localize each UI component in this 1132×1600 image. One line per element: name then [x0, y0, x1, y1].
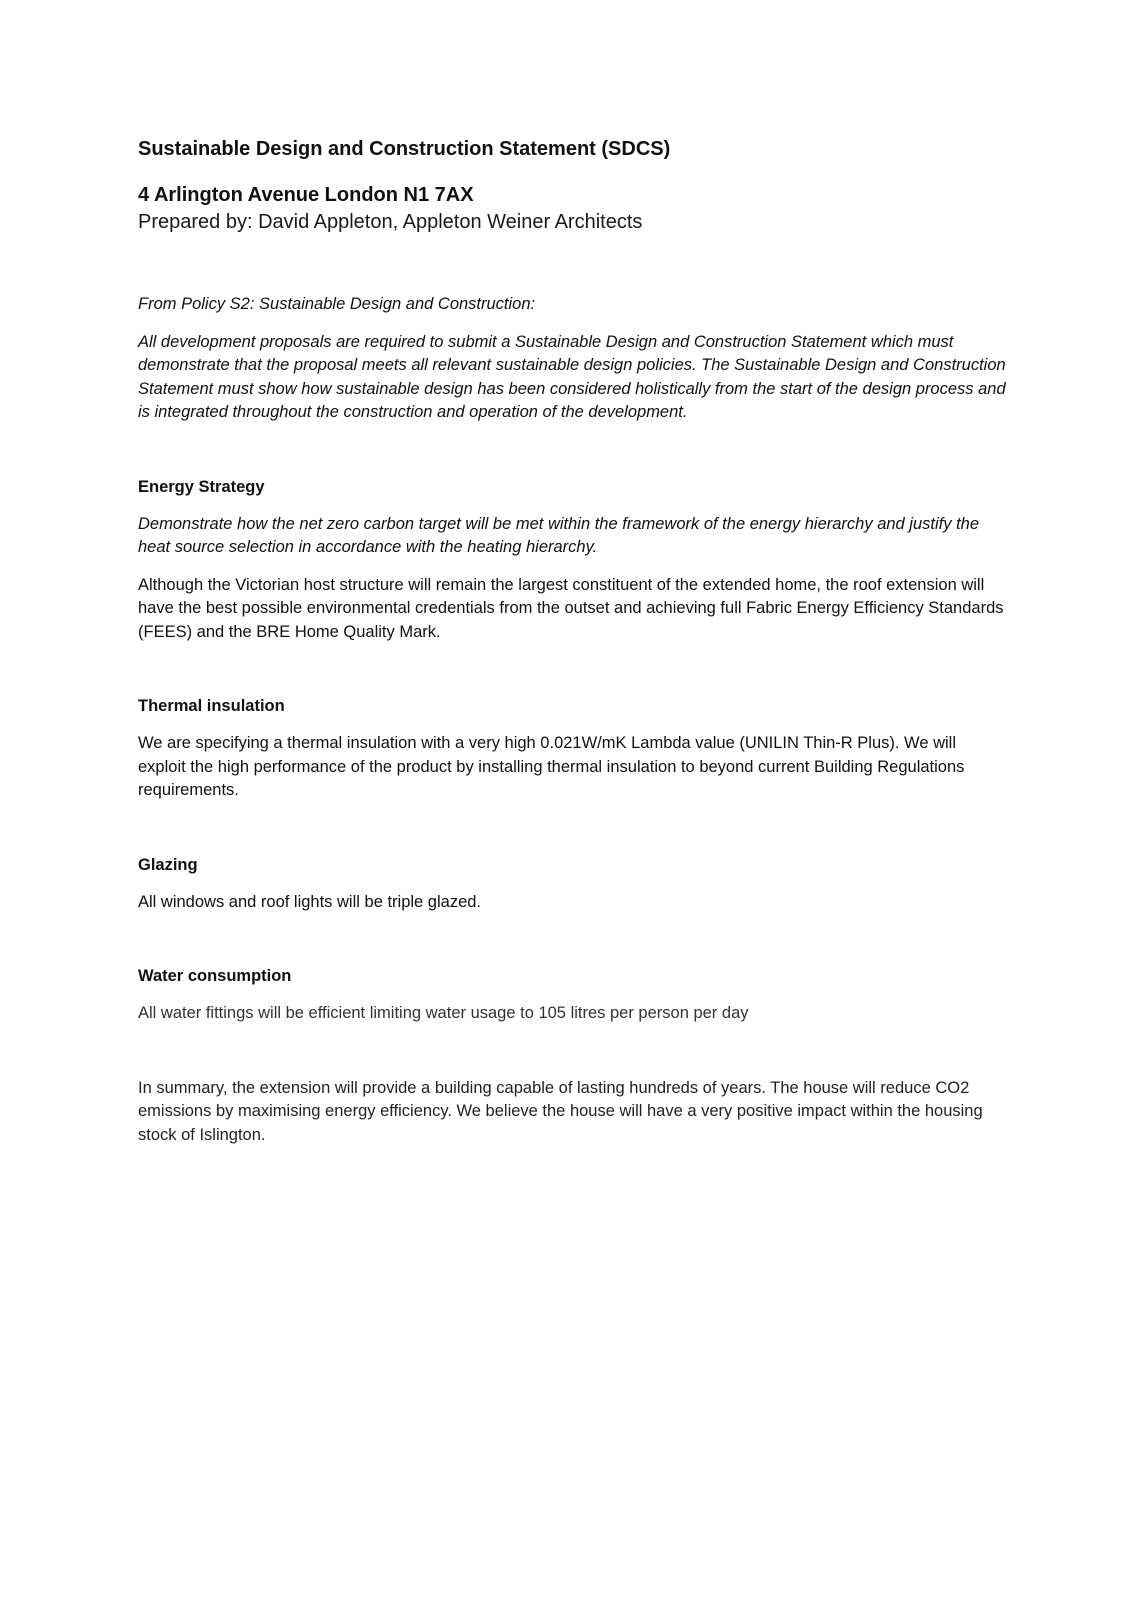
- glazing-body: All windows and roof lights will be triple glazed.: [138, 892, 482, 911]
- water-consumption-body: All water fittings will be efficient limiting water usage to 105 litres per person per day: [138, 1004, 749, 1022]
- document-title: Sustainable Design and Construction Statement (SDCS): [138, 138, 671, 160]
- thermal-insulation-body: We are specifying a thermal insulation with a very high 0.021W/mK Lambda value (UNILIN Thin-R Plus). We will exploit the high performance of the product by installing thermal insulation to beyond current Building Regulations requirements.: [138, 734, 965, 799]
- site-address: 4 Arlington Avenue London N1 7AX: [138, 184, 474, 206]
- glazing-heading: Glazing: [138, 855, 198, 874]
- thermal-insulation-heading: Thermal insulation: [138, 697, 285, 715]
- prepared-by: Prepared by: David Appleton, Appleton Weiner Architects: [138, 211, 643, 233]
- document-page: [138, 136, 1008, 1147]
- energy-strategy-body: Although the Victorian host structure will remain the largest constituent of the extended home, the roof extension will have the best possible environmental credentials from the outset and achieving full Fabric Energy Efficiency Standards (FEES) and the BRE Home Quality Mark.: [138, 575, 1004, 641]
- energy-strategy-heading: Energy Strategy: [138, 477, 265, 496]
- policy-source: From Policy S2: Sustainable Design and Construction:: [138, 295, 536, 313]
- energy-strategy-prompt: Demonstrate how the net zero carbon target will be met within the framework of the energy hierarchy and justify the heat source selection in accordance with the heating hierarchy.: [138, 514, 980, 556]
- water-consumption-heading: Water consumption: [138, 967, 292, 985]
- summary-paragraph: In summary, the extension will provide a building capable of lasting hundreds of years. The house will reduce CO2 emissions by maximising energy efficiency. We believe the house will have a very positive impact within the housing stock of Islington.: [138, 1078, 983, 1144]
- policy-text: All development proposals are required to submit a Sustainable Design and Construction Statement which must demonstrate that the proposal meets all relevant sustainable design policies. The Sustainable Design and Construction Statement must show how sustainable design has been considered holistically from the start of the design process and is integrated throughout the construction and operation of the development.: [138, 332, 1006, 421]
